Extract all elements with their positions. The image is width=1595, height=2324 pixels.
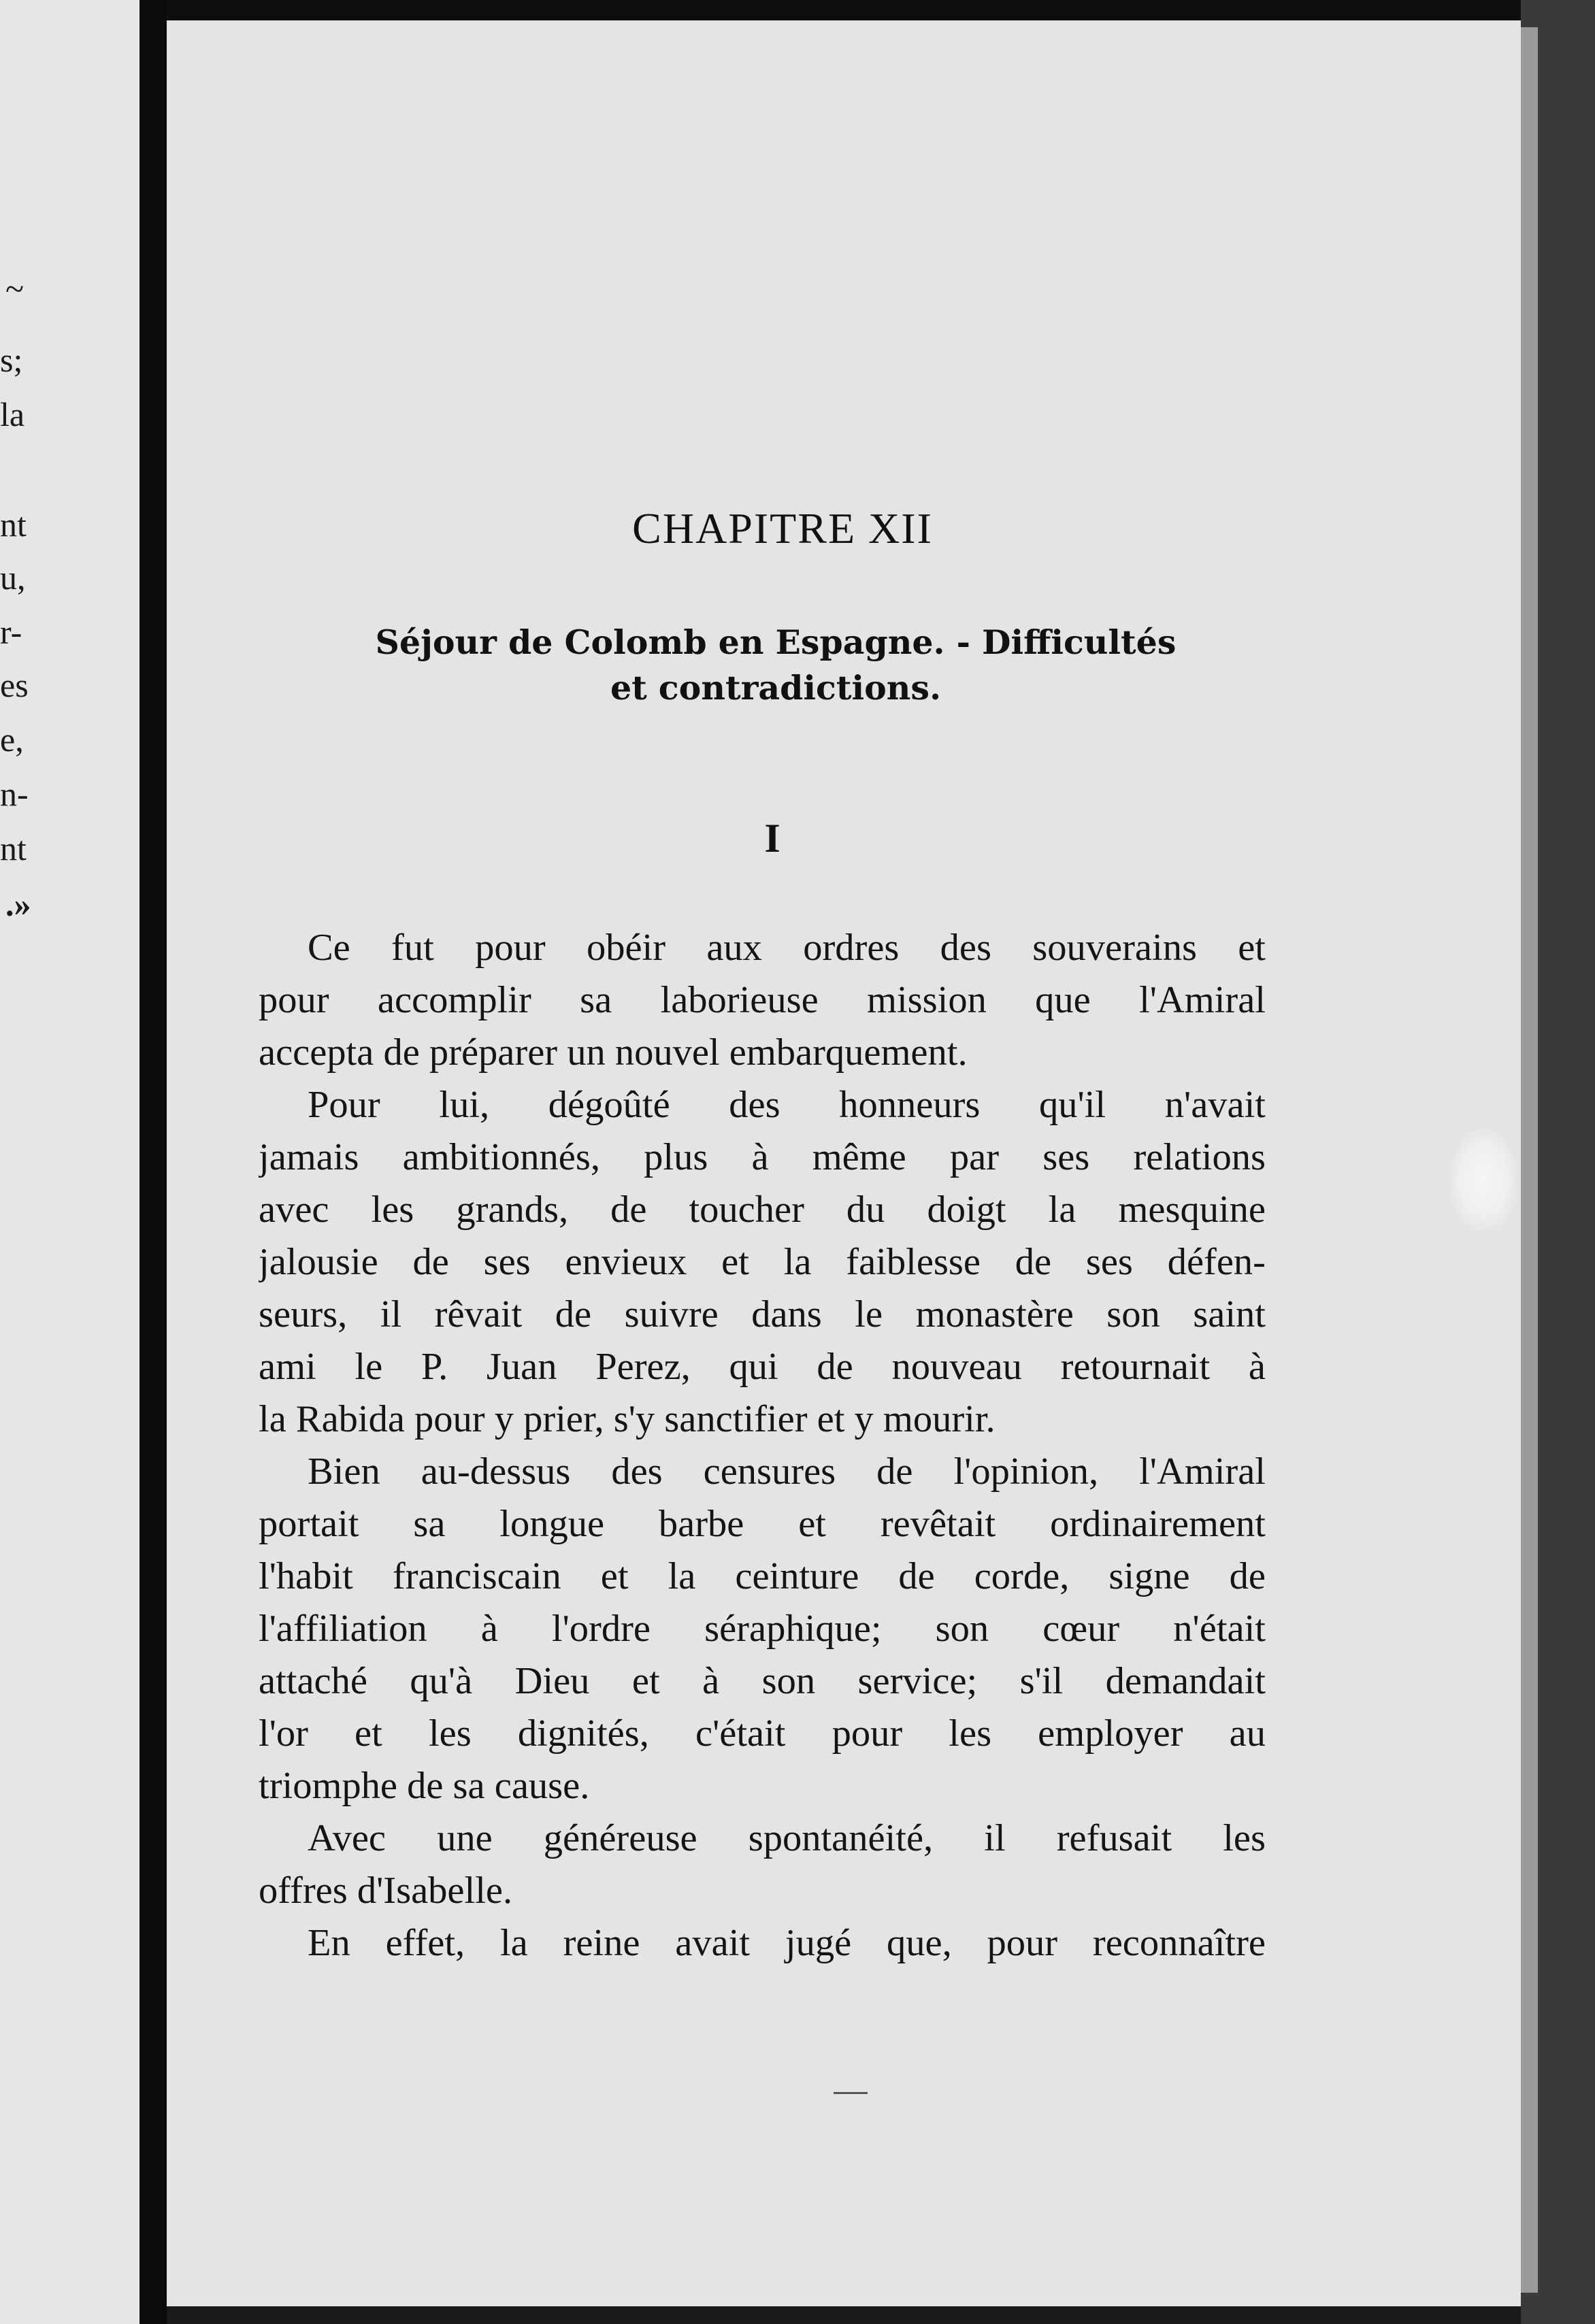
footer-mark [834, 2092, 868, 2094]
text-line: Avec une généreuse spontanéité, il refusait les [308, 1817, 1266, 1859]
left-fragment-7: e, [0, 720, 24, 759]
section-number: I [764, 816, 780, 861]
text-line: ami le P. Juan Perez, qui de nouveau retournait à [259, 1346, 1266, 1388]
left-fragment-3: nt [0, 505, 27, 544]
text-line: avec les grands, de toucher du doigt la mesquine [259, 1189, 1266, 1231]
left-fragment-6: es [0, 666, 29, 704]
text-line: jamais ambitionnés, plus à même par ses relations [259, 1136, 1266, 1178]
left-fragment-5: r- [0, 613, 22, 651]
left-fragment-1: s; [0, 341, 23, 379]
left-fragment-2: la [0, 395, 25, 433]
text-line: Pour lui, dégoûté des honneurs qu'il n'avait [308, 1084, 1266, 1126]
text-line: jalousie de ses envieux et la faiblesse de ses défen- [259, 1241, 1266, 1283]
text-line: En effet, la reine avait jugé que, pour reconnaître [308, 1922, 1266, 1964]
text-line: portait sa longue barbe et revêtait ordinairement [259, 1503, 1266, 1545]
page-stack-edge [1521, 27, 1538, 2293]
chapter-subtitle-line1: Séjour de Colomb en Espagne. - Difficultés [375, 622, 1177, 662]
left-fragment-10: .» [5, 885, 31, 923]
body-text [259, 922, 1266, 1970]
text-line: accepta de préparer un nouvel embarquement. [259, 1031, 968, 1074]
scan-top-border [167, 0, 1595, 20]
text-line: triomphe de sa cause. [259, 1765, 590, 1807]
chapter-title: CHAPITRE XII [632, 504, 933, 552]
chapter-subtitle-line2: et contradictions. [610, 668, 942, 708]
left-page-fragment [0, 0, 139, 2324]
left-fragment-4: u, [0, 559, 26, 597]
paper-stain [1449, 1129, 1517, 1231]
text-line: offres d'Isabelle. [259, 1870, 513, 1912]
left-fragment-0: ~ [5, 269, 24, 308]
text-line: Ce fut pour obéir aux ordres des souverains et [308, 927, 1266, 969]
left-fragment-9: nt [0, 829, 27, 867]
text-line: Bien au-dessus des censures de l'opinion, l'Amiral [308, 1450, 1266, 1493]
book-gutter [139, 0, 167, 2324]
text-line: l'affiliation à l'ordre séraphique; son cœur n'était [259, 1608, 1266, 1650]
text-line: seurs, il rêvait de suivre dans le monastère son saint [259, 1293, 1266, 1335]
left-fragment-8: n- [0, 775, 29, 813]
text-line: pour accomplir sa laborieuse mission que l'Amiral [259, 979, 1266, 1021]
text-line: attaché qu'à Dieu et à son service; s'il demandait [259, 1660, 1266, 1702]
text-line: la Rabida pour y prier, s'y sanctifier et y mourir. [259, 1398, 996, 1440]
text-line: l'habit franciscain et la ceinture de corde, signe de [259, 1555, 1266, 1597]
text-line: l'or et les dignités, c'était pour les employer au [259, 1712, 1266, 1755]
